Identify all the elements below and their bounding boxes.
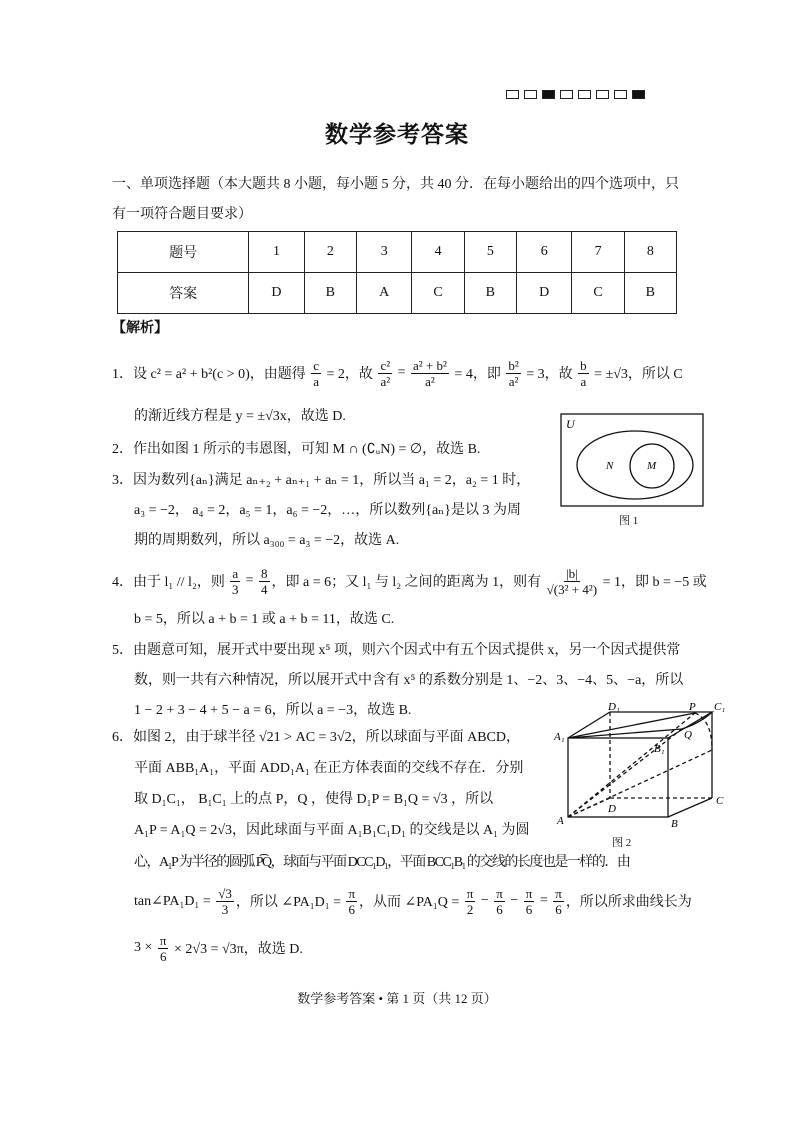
denominator: 4 [261, 581, 268, 597]
text-segment: = 4，即 [450, 367, 505, 382]
analysis-heading: 【解析】 [112, 321, 168, 336]
text-segment: 2．作出如图 1 所示的韦恩图，可知 M ∩ (∁ᵤN) = ∅，故选 B. [112, 442, 481, 457]
denominator: a [313, 373, 320, 389]
text-segment: 6．如图 2，由于球半径 √21 > AC = 3√2，所以球面与平面 ABCD， [112, 730, 521, 745]
empty-square-mark [614, 90, 627, 99]
question-number-cell: 4 [412, 232, 464, 273]
empty-square-mark [596, 90, 609, 99]
text-segment: = [242, 573, 258, 588]
analysis-line [134, 664, 683, 694]
numerator: π [555, 885, 562, 901]
page-footer: 数学参考答案 • 第 1 页（共 12 页） [297, 991, 497, 1006]
text-segment: − [506, 893, 522, 908]
empty-square-mark [560, 90, 573, 99]
text-segment: = [536, 893, 552, 908]
text-segment: 5．由题意可知，展开式中要出现 x⁵ 项，则六个因式中有五个因式提供 x，另一个因式提供常 [112, 643, 681, 658]
text-segment: 心，A₁P 为半径的圆弧 P͡Q，球面与平面 DCC₁D₁，平面 BCC₁B₁ 的交线的长度也是一样的．由 [134, 855, 630, 870]
numerator: π [525, 885, 533, 901]
answer-cell: D [516, 273, 572, 314]
section-heading [112, 168, 679, 198]
fraction [465, 886, 476, 917]
fraction [259, 566, 270, 597]
text-segment: − [477, 893, 493, 908]
denominator: 6 [348, 901, 355, 917]
numerator: |b| [566, 565, 578, 581]
label-A: A [557, 815, 564, 827]
venn-diagram-figure [560, 413, 704, 507]
label-B: B [671, 818, 678, 830]
numerator: b² [508, 357, 519, 373]
text-segment: 4．由于 l₁ // l₂，则 [112, 575, 229, 590]
text-segment: ，即 a = 6；又 l₁ 与 l₂ 之间的距离为 1，则有 [271, 575, 545, 590]
text-segment: 1 − 2 + 3 − 4 + 5 − a = 6，所以 a = −3，故选 B. [134, 703, 412, 718]
text-segment: 期的周期数列，所以 a₃₀₀ = a₃ = −2，故选 A. [134, 533, 400, 548]
denominator: 6 [496, 901, 503, 917]
answer-cell: C [572, 273, 624, 314]
text-segment: A₁P = A₁Q = 2√3，因此球面与平面 A₁B₁C₁D₁ 的交线是以 A₁ 为圆 [134, 823, 530, 838]
answer-cell: C [412, 273, 464, 314]
table-row-answers [118, 273, 677, 314]
fraction [158, 933, 169, 964]
text-segment: = [394, 365, 410, 380]
question-number-cell: 8 [624, 232, 676, 273]
label-C1: C₁ [714, 701, 726, 713]
numerator: a [232, 565, 239, 581]
label-M: M [647, 460, 657, 472]
answer-cell: B [304, 273, 356, 314]
analysis-line [112, 433, 480, 463]
numerator: 8 [261, 565, 268, 581]
denominator: a² [425, 373, 435, 389]
fraction [553, 886, 564, 917]
fraction [230, 566, 240, 597]
numerator: c [313, 357, 320, 373]
filled-square-mark [632, 90, 645, 99]
question-number-cell: 2 [304, 232, 356, 273]
text-segment: 取 D₁C₁， B₁C₁ 上的点 P，Q ，使得 D₁P = B₁Q = √3 ，所以 [134, 792, 494, 807]
section-heading-line1: 一、单项选择题（本大题共 8 小题，每小题 5 分，共 40 分．在每小题给出的四个选项中，只 [112, 177, 679, 192]
analysis-line [134, 524, 399, 554]
analysis-line [112, 634, 680, 664]
answer-table [117, 231, 677, 314]
label-D: D [608, 803, 616, 815]
question-number-cell: 7 [572, 232, 624, 273]
denominator: 6 [159, 948, 167, 964]
analysis-line [134, 603, 394, 633]
denominator: 3 [221, 901, 229, 917]
analysis-line [134, 933, 303, 963]
text-segment: 3．因为数列{aₙ}满足 aₙ₊₂ + aₙ₊₁ + aₙ = 1，所以当 a₁ = 2，a₂ = 1 时， [112, 473, 531, 488]
section-heading-line2: 有一项符合题目要求） [112, 207, 252, 222]
label-U: U [566, 417, 575, 431]
empty-square-mark [524, 90, 537, 99]
denominator: 2 [466, 901, 474, 917]
label-B1: B₁ [654, 743, 665, 755]
analysis-line [112, 566, 707, 596]
label-D1: D₁ [608, 701, 620, 713]
answer-cell: B [624, 273, 676, 314]
label-C: C [716, 795, 724, 807]
table-row-numbers [118, 232, 677, 273]
fraction [547, 566, 597, 597]
analysis-line [134, 886, 692, 916]
denominator: √(3² + 4²) [546, 581, 598, 597]
denominator: a² [508, 373, 519, 389]
analysis-line [134, 400, 346, 430]
text-segment: = 3，故 [522, 367, 577, 382]
analysis-line [134, 814, 529, 844]
text-segment: ，所以 ∠PA₁D₁ = [235, 895, 345, 910]
row-label: 题号 [118, 232, 249, 273]
text-segment: ，所以所求曲线长为 [565, 895, 692, 910]
page-marks [506, 90, 645, 99]
answer-cell: D [249, 273, 305, 314]
numerator: π [466, 885, 474, 901]
label-P: P [689, 701, 696, 713]
answer-cell: B [464, 273, 516, 314]
empty-square-mark [578, 90, 591, 99]
text-segment: ，从而 ∠PA₁Q = [359, 895, 463, 910]
numerator: b [580, 357, 587, 373]
fraction [378, 358, 392, 389]
numerator: π [159, 932, 167, 948]
label-N: N [606, 460, 614, 472]
fraction [216, 886, 234, 917]
text-segment: = 2，故 [323, 367, 377, 382]
numerator: π [348, 885, 356, 901]
denominator: 6 [555, 901, 562, 917]
fraction [494, 886, 505, 917]
text-segment: b = 5，所以 a + b = 1 或 a + b = 11，故选 C. [134, 612, 395, 627]
question-number-cell: 5 [464, 232, 516, 273]
text-segment: 3 × [134, 940, 156, 955]
question-number-cell: 3 [356, 232, 412, 273]
answer-cell: A [356, 273, 412, 314]
analysis-line [134, 846, 629, 876]
numerator: √3 [218, 885, 232, 901]
analysis-line [112, 358, 683, 388]
text-segment: 的渐近线方程是 y = ±√3x，故选 D. [134, 409, 346, 424]
denominator: a² [380, 373, 391, 389]
fraction [311, 358, 321, 389]
figure1-caption: 图 1 [619, 515, 639, 527]
filled-square-mark [542, 90, 555, 99]
analysis-line [134, 783, 493, 813]
label-Q: Q [684, 729, 692, 741]
row-label: 答案 [118, 273, 249, 314]
denominator: 6 [525, 901, 533, 917]
text-segment: a₃ = −2， a₄ = 2，a₅ = 1，a₆ = −2，…，所以数列{aₙ}是以 3 为周 [134, 503, 521, 518]
text-segment: 1．设 c² = a² + b²(c > 0)，由题得 [112, 367, 310, 382]
analysis-line [112, 464, 530, 494]
cube-figure [552, 700, 730, 830]
text-segment: = 1，即 b = −5 或 [599, 575, 707, 590]
numerator: a² + b² [413, 357, 447, 373]
analysis-line [112, 721, 520, 751]
figure2-caption: 图 2 [612, 837, 632, 849]
fraction [506, 358, 520, 389]
question-number-cell: 1 [249, 232, 305, 273]
denominator: 3 [231, 581, 239, 597]
analysis-line [134, 494, 521, 524]
fraction [346, 886, 357, 917]
analysis-line [134, 752, 523, 782]
text-segment: tan∠PA₁D₁ = [134, 893, 215, 909]
text-segment: 数，则一共有六种情况，所以展开式中含有 x⁵ 的系数分别是 1、−2、3、−4、5、−a，所以 [134, 673, 684, 688]
text-segment: 平面 ABB₁A₁，平面 ADD₁A₁ 在正方体表面的交线不存在．分别 [134, 761, 524, 776]
fraction [578, 358, 589, 389]
text-segment: × 2√3 = √3π，故选 D. [170, 942, 303, 957]
fraction [524, 886, 535, 917]
analysis-line [134, 694, 411, 724]
empty-square-mark [506, 90, 519, 99]
numerator: π [496, 885, 503, 901]
fraction [411, 358, 449, 389]
label-A1: A₁ [554, 731, 565, 743]
denominator: a [580, 373, 587, 389]
text-segment: = ±√3，所以 C [590, 367, 683, 382]
numerator: c² [380, 357, 391, 373]
question-number-cell: 6 [516, 232, 572, 273]
page-title: 数学参考答案 [325, 122, 469, 147]
